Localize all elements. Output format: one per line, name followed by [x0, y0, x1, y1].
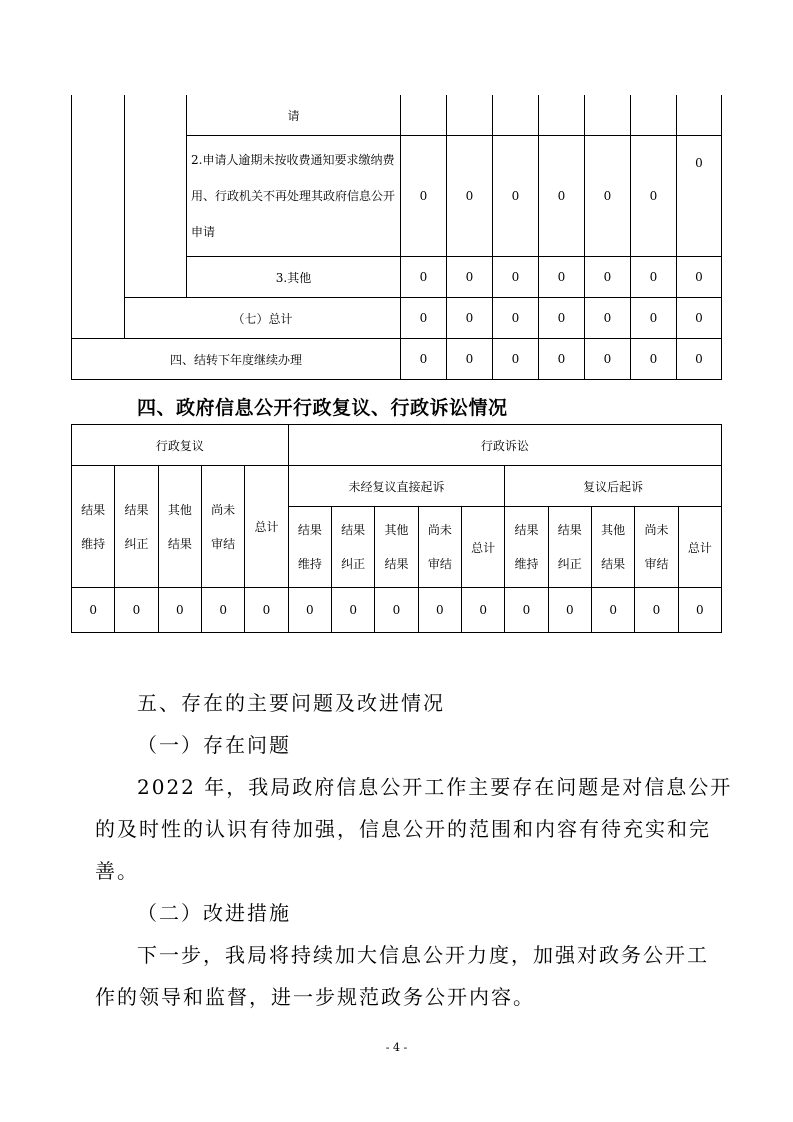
cell: 0	[539, 257, 585, 298]
header-cell: 行政复议	[72, 425, 289, 466]
paragraph-line: 下一步，我局将持续加大信息公开力度，加强对政务公开工	[137, 943, 709, 967]
cell: 0	[332, 588, 375, 633]
table-row	[72, 298, 722, 339]
cell: 0	[677, 257, 722, 298]
cell: 0	[493, 257, 539, 298]
cell: 0	[201, 588, 244, 633]
cell: 0	[375, 588, 418, 633]
table-row	[72, 425, 722, 466]
page-number: - 4 -	[385, 1041, 408, 1054]
header-cell: 行政诉讼	[288, 425, 721, 466]
row-label: 四、结转下年度继续办理	[72, 339, 401, 380]
header-cell: 总计	[678, 507, 721, 588]
cell: 0	[447, 298, 493, 339]
cell: 0	[447, 257, 493, 298]
cell: 0	[245, 588, 288, 633]
cell: 0	[678, 588, 721, 633]
section-heading: 四、政府信息公开行政复议、行政诉讼情况	[137, 397, 508, 419]
cell: 0	[72, 588, 115, 633]
cell: 0	[539, 298, 585, 339]
cell: 0	[585, 257, 631, 298]
cell: 0	[631, 136, 677, 257]
cell: 0	[635, 588, 678, 633]
table-row	[72, 339, 722, 380]
cell: 0	[401, 136, 447, 257]
disclosure-stats-table	[71, 95, 722, 380]
cell: 0	[418, 588, 461, 633]
header-cell: 未经复议直接起诉	[288, 466, 505, 507]
cell: 0	[493, 136, 539, 257]
cell: 0	[401, 339, 447, 380]
cell: 0	[677, 298, 722, 339]
subheading: （一）存在问题	[137, 733, 291, 757]
cell: 0	[539, 136, 585, 257]
paragraph-line: 的及时性的认识有待加强，信息公开的范围和内容有待充实和完	[95, 817, 711, 841]
cell: 0	[158, 588, 201, 633]
cell: 0	[631, 298, 677, 339]
header-cell: 复议后起诉	[505, 466, 722, 507]
row-label: 请	[187, 95, 401, 136]
table-row: 结果 维持 结果 纠正 其他 结果 尚未 审结 总计 结果 维持 结果 纠正 其他 结果 尚未 审结 总计	[72, 507, 722, 588]
header-cell: 总计	[245, 466, 288, 588]
review-litigation-table	[71, 424, 722, 633]
cell: 0	[115, 588, 158, 633]
cell: 0	[631, 257, 677, 298]
paragraph-line: 善。	[95, 859, 139, 883]
cell: 0	[631, 339, 677, 380]
cell: 0	[493, 339, 539, 380]
cell: 0	[591, 588, 634, 633]
paragraph-line: 2022 年，我局政府信息公开工作主要存在问题是对信息公开	[137, 775, 733, 799]
row-label: 2.申请人逾期未按收费通知要求缴纳费用、行政机关不再处理其政府信息公开申请	[191, 153, 396, 239]
cell: 0	[447, 136, 493, 257]
table-row	[72, 588, 722, 633]
row-label: （七）总计	[125, 298, 401, 339]
cell: 0	[585, 136, 631, 257]
cell: 0	[539, 339, 585, 380]
cell: 0	[585, 298, 631, 339]
paragraph-line: 作的领导和监督，进一步规范政务公开内容。	[95, 985, 535, 1009]
cell: 0	[401, 257, 447, 298]
row-label: 3.其他	[187, 257, 401, 298]
cell: 0	[505, 588, 548, 633]
subheading: （二）改进措施	[137, 901, 291, 925]
header-cell: 总计	[461, 507, 504, 588]
cell: 0	[447, 339, 493, 380]
cell: 0	[493, 298, 539, 339]
cell: 0	[461, 588, 504, 633]
section-heading: 五、存在的主要问题及改进情况	[137, 691, 445, 715]
cell: 0	[288, 588, 331, 633]
cell: 0	[401, 298, 447, 339]
table-row: 结果 维持 结果 纠正 其他 结果 尚未 审结 总计 未经复议直接起诉 复议后起诉	[72, 466, 722, 507]
table-row	[72, 95, 722, 136]
cell: 0	[677, 339, 722, 380]
cell: 0	[677, 136, 722, 257]
cell: 0	[585, 339, 631, 380]
cell: 0	[548, 588, 591, 633]
